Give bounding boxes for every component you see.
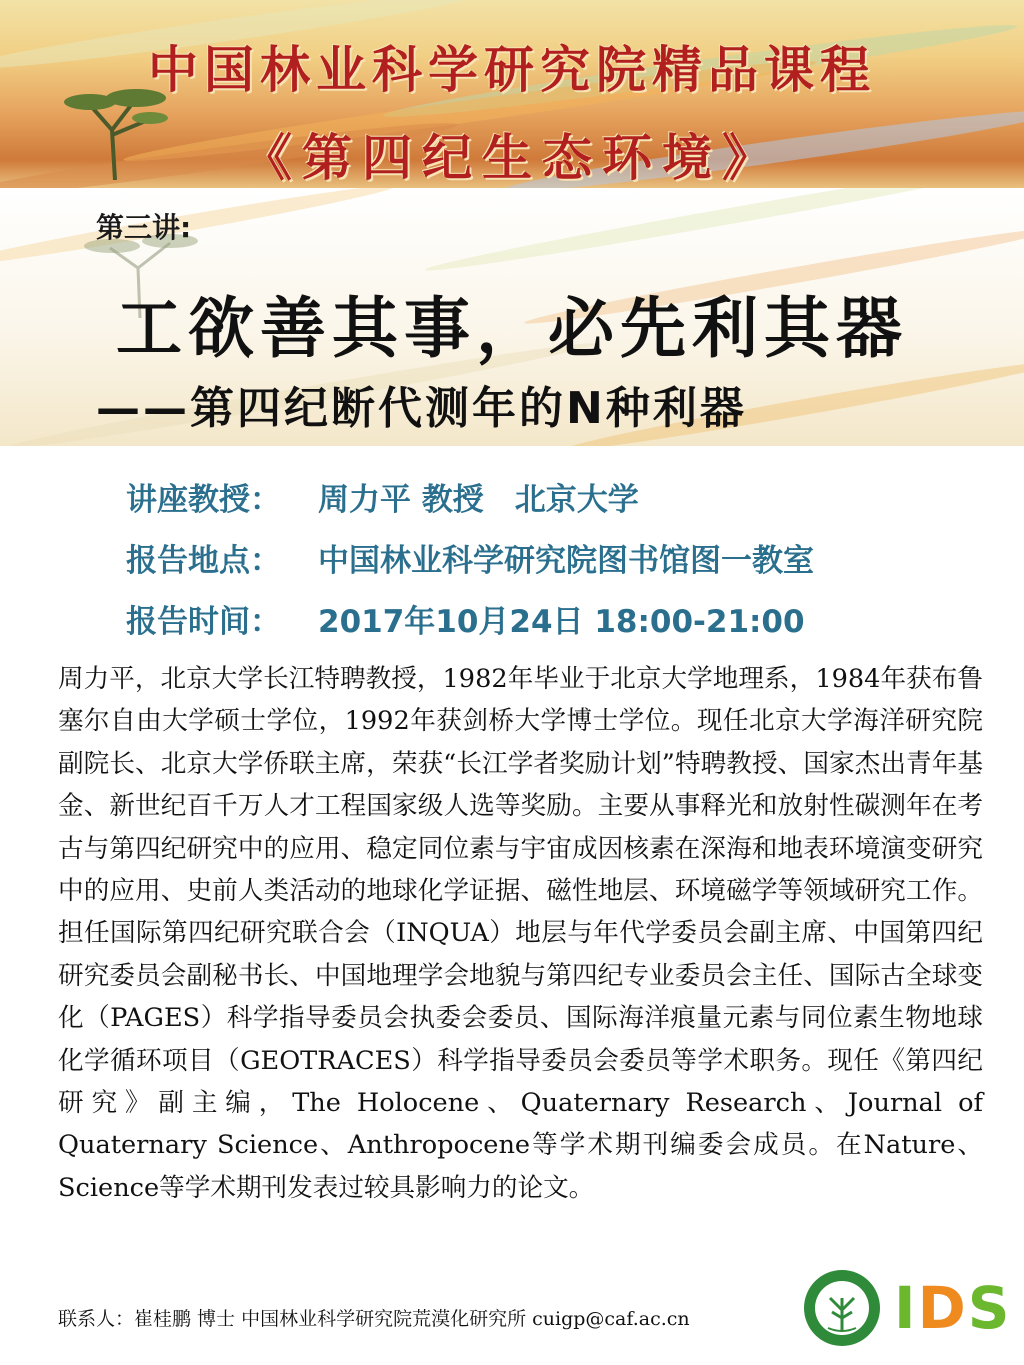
course-name: 《第四纪生态环境》	[242, 129, 782, 187]
speaker-bio: 周力平，北京大学长江特聘教授，1982年毕业于北京大学地理系，1984年获布鲁塞尔自由大学硕士学位，1992年获剑桥大学博士学位。现任北京大学海洋研究院副院长、北京大学侨联主席，荣获“长江学者奖励计划”特聘教授、国家杰出青年基金、新世纪百千万人才工程国家级人选等奖励。主要从事释光和放射性碳测年在考古与第四纪研究中的应用、稳定同位素与宇宙成因核素在深海和地表环境演变研究中的应用、史前人类活动的地球化学证据、磁性地层、环境磁学等领域研究工作。担任国际第四纪研究联合会（INQUA）地层与年代学委员会副主席、中国第四纪研究委员会副秘书长、中国地理学会地貌与第四纪专业委员会主任、国际古全球变化（PAGES）科学指导委员会执委会委员、国际海洋痕量元素与同位素生物地球化学循环项目（GEOTRACES）科学指导委员会委员等学术职务。现任《第四纪研究》副主编，The Holocene、Quaternary Research、Journal of Quaternary Science、Anthropocene等学术期刊编委会成员。在Nature、Science等学术期刊发表过较具影响力的论文。	[58, 664, 983, 1203]
info-label: 讲座教授：	[126, 482, 281, 518]
lecture-title: 工欲善其事，必先利其器	[116, 290, 908, 367]
info-label: 报告时间：	[126, 604, 281, 640]
course-title: 中国林业科学研究院精品课程	[148, 41, 876, 99]
info-row-time	[126, 596, 805, 641]
ids-logo-letter: D	[917, 1274, 968, 1342]
academy-seal-icon	[802, 1268, 882, 1348]
ids-logo	[894, 1274, 1012, 1342]
info-label: 报告地点：	[126, 543, 281, 579]
ids-logo-letter: I	[894, 1274, 918, 1342]
info-value: 中国林业科学研究院图书馆图一教室	[318, 543, 814, 579]
info-value: 周力平 教授 北京大学	[318, 482, 639, 518]
lecture-number: 第三讲:	[96, 211, 192, 244]
info-row-professor	[126, 474, 639, 519]
contact-line: 联系人：崔桂鹏 博士 中国林业科学研究院荒漠化研究所 cuigp@caf.ac.cn	[58, 1308, 690, 1330]
info-row-location	[126, 535, 814, 580]
header-banner	[0, 0, 1024, 188]
lecture-subtitle: ——第四纪断代测年的N种利器	[96, 383, 747, 434]
ids-logo-letter: S	[967, 1274, 1012, 1342]
info-value: 2017年10月24日 18:00-21:00	[318, 604, 805, 640]
